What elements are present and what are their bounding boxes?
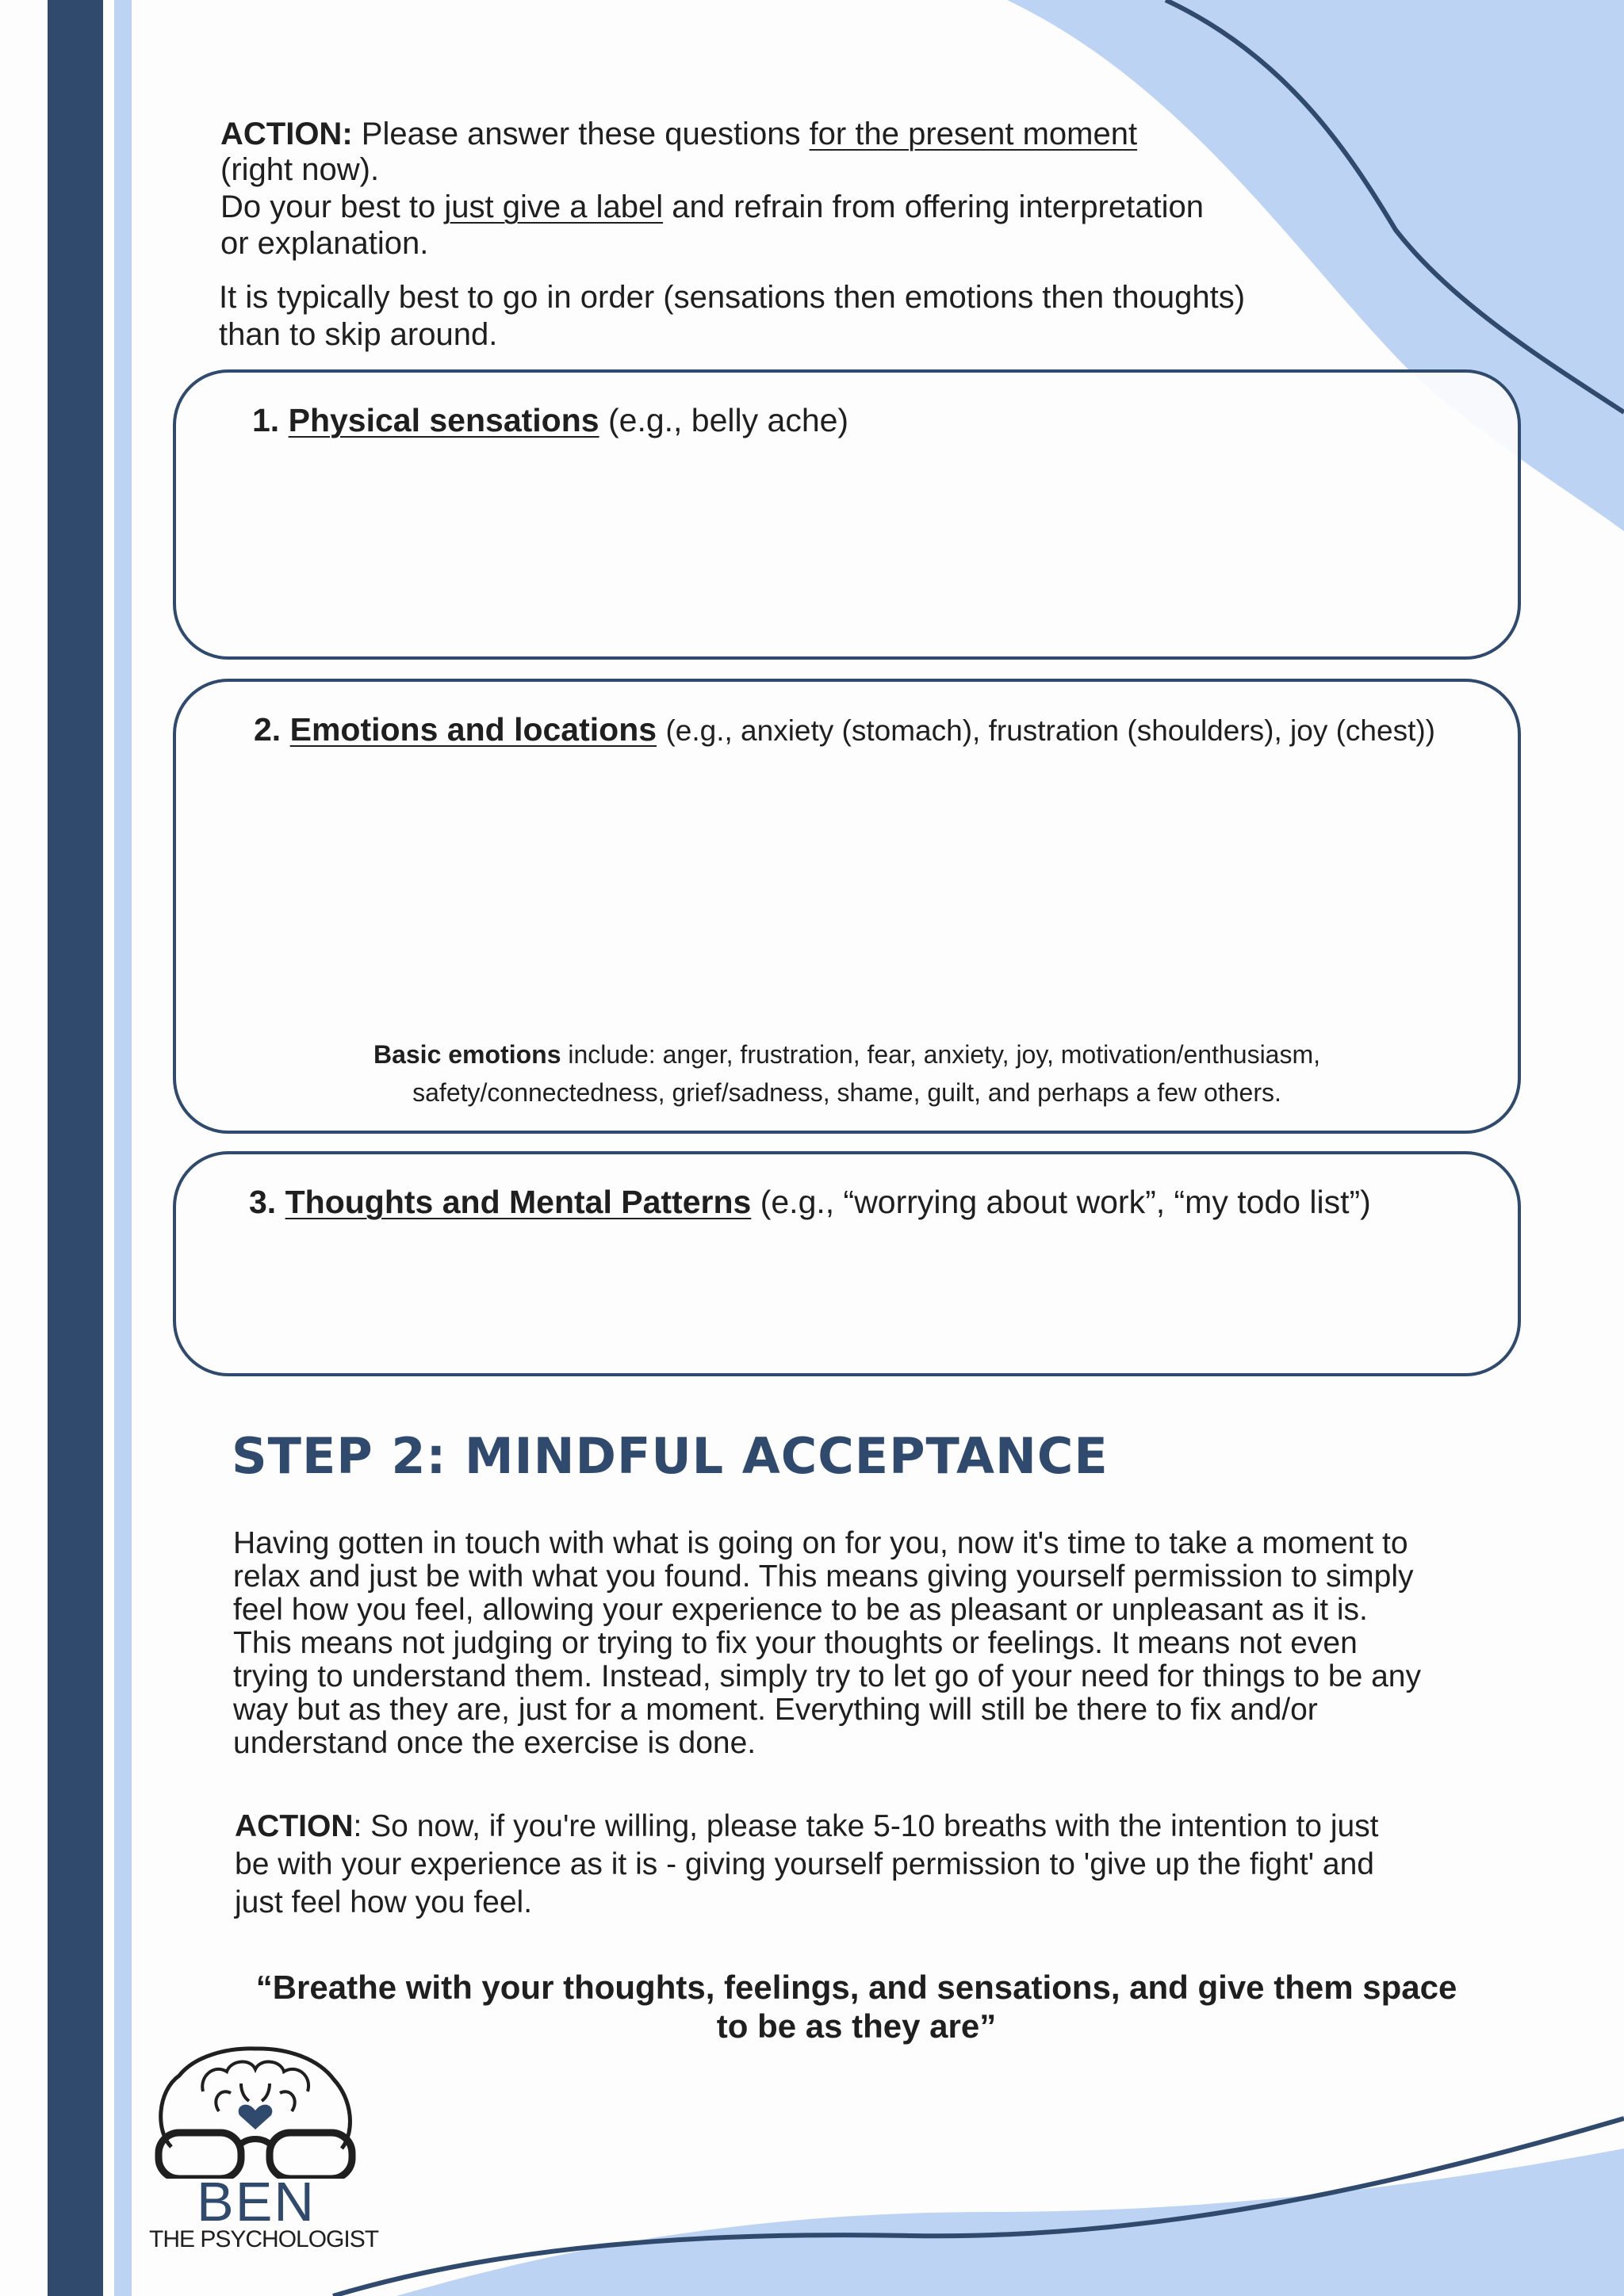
logo-subtitle: THE PSYCHOLOGIST	[149, 2226, 379, 2252]
step2-paragraph: Having gotten in touch with what is going on for you, now it's time to take a moment to relax and just be with what you found. This means giving yourself permission to simply feel how you feel, allowing your experience to be as pleasant or unpleasant as it is. This means not judging or trying to fix your thoughts or feelings. It means not even trying to understand them. Instead, simply try to let go of your need for things to be any way but as they are, just for a moment. Everything will still be there to fix and/or understand once the exercise is done.	[233, 1526, 1421, 1760]
left-navy-stripe	[48, 0, 103, 2296]
physical-sensations-heading: 1. Physical sensations (e.g., belly ache)	[252, 402, 849, 438]
intro-order-line-2: than to skip around.	[219, 317, 498, 352]
step2-action: ACTION: So now, if you're willing, please take 5-10 breaths with the intention to just be with your experience as it is - giving yourself permission to 'give up the fight' and just feel how you feel.	[235, 1809, 1379, 1919]
step2-heading: STEP 2: MINDFUL ACCEPTANCE	[232, 1427, 1109, 1485]
emotions-locations-box[interactable]	[173, 679, 1521, 1134]
intro-order-line-1: It is typically best to go in order (sensations then emotions then thoughts)	[219, 280, 1246, 315]
breathe-quote: “Breathe with your thoughts, feelings, and sensations, and give them space to be as they are”	[255, 1969, 1457, 2045]
intro-label-line: Do your best to just give a label and refrain from offering interpretation	[220, 189, 1204, 224]
intro-explanation: or explanation.	[220, 226, 429, 261]
basic-emotions-note: Basic emotions include: anger, frustration, fear, anxiety, joy, motivation/enthusiasm, safety/connectedness, grief/sadness, shame, guilt, and perhaps a few others.	[373, 1040, 1321, 1107]
thoughts-heading: 3. Thoughts and Mental Patterns (e.g., “worrying about work”, “my todo list”)	[249, 1184, 1371, 1220]
left-light-stripe	[114, 0, 132, 2296]
intro-action-line: ACTION: Please answer these questions for the present moment	[220, 117, 1138, 151]
physical-sensations-box[interactable]	[173, 369, 1521, 660]
brain-glasses-logo-icon	[147, 2044, 363, 2179]
emotions-heading: 2. Emotions and locations (e.g., anxiety (stomach), frustration (shoulders), joy (chest))	[254, 711, 1435, 748]
intro-right-now: (right now).	[220, 152, 380, 187]
logo-name: BEN	[197, 2171, 316, 2233]
thoughts-patterns-box[interactable]	[173, 1151, 1521, 1376]
